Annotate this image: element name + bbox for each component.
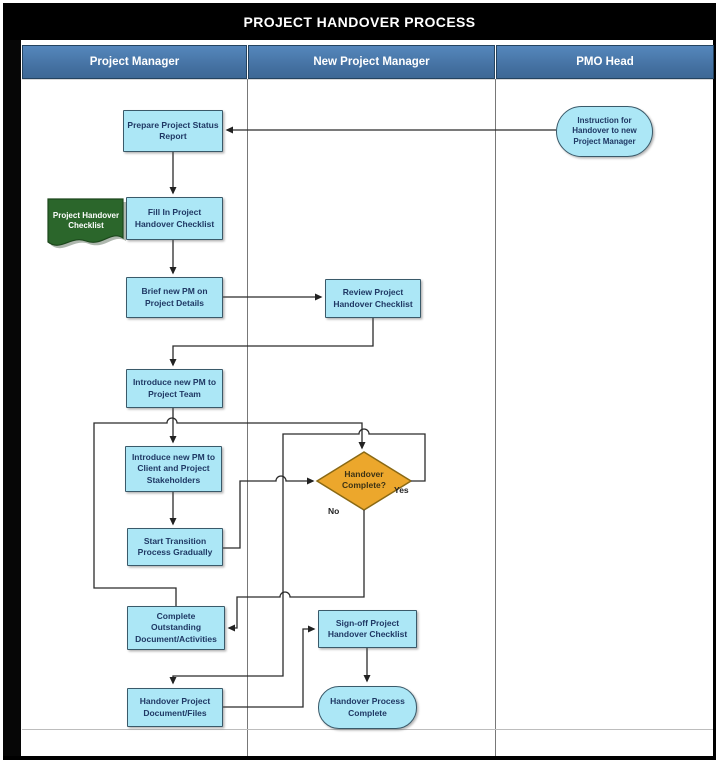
edge-handover-docs-to-signoff: [223, 629, 314, 707]
node-start-transition: Start Transition Process Gradually: [127, 528, 223, 566]
decision-diamond-label: Handover Complete?: [342, 468, 386, 490]
node-prepare-status-report: Prepare Project Status Report: [123, 110, 223, 152]
edge-label-no: No: [328, 506, 340, 516]
node-signoff-checklist: Sign-off Project Handover Checklist: [318, 610, 417, 648]
lane-header-project-manager: Project Manager: [22, 45, 247, 79]
edge-label-yes: Yes: [394, 485, 409, 495]
document-shape-label: Project Handover Checklist: [52, 210, 120, 230]
node-introduce-pm-team: Introduce new PM to Project Team: [126, 369, 223, 408]
node-brief-new-pm: Brief new PM on Project Details: [126, 277, 223, 318]
node-instruction-start: Instruction for Handover to new Project Manager: [556, 106, 653, 157]
edge-review-to-intro-team: [173, 318, 373, 365]
node-introduce-pm-client: Introduce new PM to Client and Project Stakeholders: [125, 446, 222, 492]
node-fill-handover-checklist: Fill In Project Handover Checklist: [126, 197, 223, 240]
lane-header-pmo-head: PMO Head: [496, 45, 714, 79]
node-complete-outstanding: Complete Outstanding Document/Activities: [127, 606, 225, 650]
node-handover-documents: Handover Project Document/Files: [127, 688, 223, 727]
node-review-checklist: Review Project Handover Checklist: [325, 279, 421, 318]
edge-transition-to-decision: [223, 476, 313, 548]
lane-header-new-project-manager: New Project Manager: [248, 45, 495, 79]
page-title: PROJECT HANDOVER PROCESS: [3, 3, 716, 40]
node-handover-complete-end: Handover Process Complete: [318, 686, 417, 729]
